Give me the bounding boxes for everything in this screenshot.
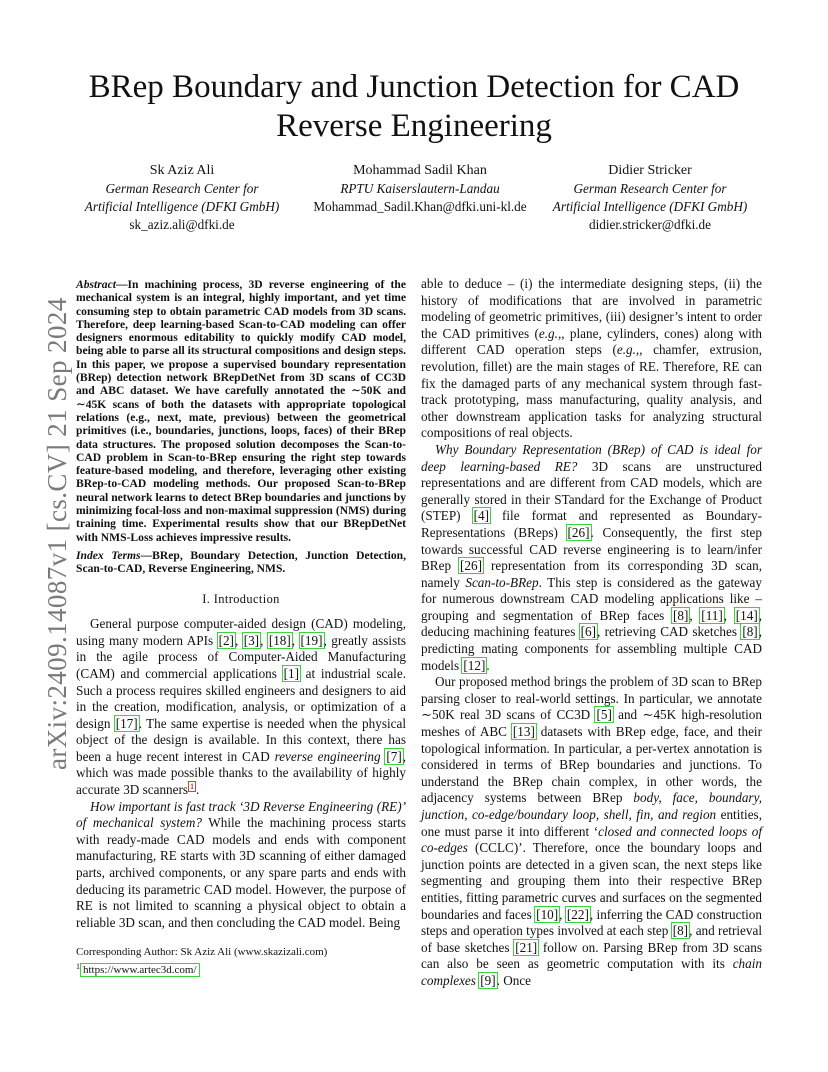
section-heading: I. Introduction bbox=[202, 591, 280, 606]
citation-link[interactable]: [8] bbox=[672, 607, 689, 623]
index-terms-label: Index Terms bbox=[76, 548, 141, 562]
citation-link[interactable]: [5] bbox=[596, 707, 612, 723]
author-affiliation: German Research Center for bbox=[105, 181, 259, 196]
author-block bbox=[70, 162, 770, 232]
author-email[interactable]: sk_aziz.ali@dfki.de bbox=[129, 217, 235, 232]
footnote-author: Corresponding Author: Sk Aziz Ali (www.skazizali.com) bbox=[76, 946, 328, 958]
author-1 bbox=[68, 162, 296, 234]
author-email[interactable]: didier.stricker@dfki.de bbox=[588, 217, 711, 232]
paragraph: able to deduce – (i) the intermediate designing steps, (ii) the history of modifications that are involved in parametric modeling of geometric primitives, (iii) designer’s intent to order the CAD primitives (e.g.,, plane, cylinders, cones) along with different CAD operation steps (e.g.,, chamfer, extrusion, revolution, fillet) are the main stages of RE. Therefore, RE can fix the damaged parts of any mechanical system through fast-track prototyping, mass manufacturing, quality analysis, and other downstream application tasks for analyzing structural compositions of real objects. bbox=[421, 276, 763, 441]
arxiv-identifier[interactable]: arXiv:2409.14087v1 [cs.CV] 21 Sep 2024 bbox=[42, 297, 72, 770]
abstract-label: Abstract bbox=[76, 278, 116, 291]
citation-link[interactable]: [6] bbox=[580, 624, 597, 640]
citation-link[interactable]: [9] bbox=[480, 972, 496, 988]
arxiv-sidebar bbox=[22, 290, 72, 770]
citation-link[interactable]: [12] bbox=[463, 657, 486, 673]
paragraph: General purpose computer-aided design (CAD) modeling, using many modern APIs [2], [3], [18], [19], greatly assists in the agile process of Computer-Aided Manufacturing (CAM) and commercial applications [1] at industrial scale. Such a process requires skilled engineers and designers to aid in the creation, modification, analysis, or optimization of a design [17]. The same expertise is needed when the physical object of the design is available. In this context, there has been a huge recent interest in CAD reverse engineering [7], which was made possible thanks to the availability of highly accurate 3D scanners $^1$ . bbox=[76, 616, 407, 798]
citation-link[interactable]: [7] bbox=[386, 748, 402, 764]
left-column bbox=[76, 278, 406, 931]
footnote-1 bbox=[76, 960, 416, 978]
citation-link[interactable]: [10] bbox=[536, 906, 559, 922]
citation-link[interactable]: [8] bbox=[672, 923, 689, 939]
citation-link[interactable]: [14] bbox=[735, 607, 758, 623]
citation-link[interactable]: [2] bbox=[218, 632, 234, 648]
citation-link[interactable]: [8] bbox=[742, 624, 758, 640]
author-name: Didier Stricker bbox=[608, 163, 692, 178]
paragraph: Our proposed method brings the problem of 3D scan to BRep parsing closer to real-world settings. In particular, we annotate ∼50K real 3D scans of CC3D [5] and ∼45K high-resolution meshes of ABC [13] datasets with BRep edge, face, and their topological information. In particular, a per-vertex annotation is considered in terms of BRep boundaries and junctions. To understand the BRep chain complex, in other words, the adjacency systems between BRep body, face, boundary, junction, co-edge/boundary loop, shell, fin, and region entities, one must parse it into different ‘closed and connected loops of co-edges (CCLC)’. Therefore, once the boundary loops and junction points are detected in a given scan, the next steps like segmenting and grouping them into their respective BRep entities, fitting parametric curves and surfaces on the segmented boundaries and faces [10], [22], inferring the CAD construction steps and operation types involved at each step [8], and retrieval of base sketches [21] follow on. Parsing BRep from 3D scans can also be seen as geometric computation with its chain complexes [9]. Once bbox=[421, 674, 762, 988]
author-affiliation: Artificial Intelligence (DFKI GmbH) bbox=[84, 199, 280, 214]
index-terms bbox=[76, 549, 406, 576]
right-column bbox=[421, 276, 762, 990]
author-name: Mohammad Sadil Khan bbox=[353, 163, 487, 178]
author-affiliation: RPTU Kaiserslautern-Landau bbox=[340, 181, 500, 196]
author-affiliation: German Research Center for bbox=[573, 181, 727, 196]
citation-link[interactable]: [26] bbox=[460, 558, 483, 574]
footnote-url-link[interactable]: https://www.artec3d.com/ bbox=[80, 963, 200, 977]
citation-link[interactable]: [26] bbox=[567, 524, 590, 540]
footnote-marker[interactable]: 1 bbox=[190, 781, 195, 791]
author-name: Sk Aziz Ali bbox=[149, 163, 215, 178]
citation-link[interactable]: [11] bbox=[701, 607, 723, 623]
abstract bbox=[76, 278, 406, 544]
citation-link[interactable]: [3] bbox=[243, 632, 260, 648]
index-terms-text: —BRep, Boundary Detection, Junction Detection, Scan-to-CAD, Reverse Engineering, NMS. bbox=[76, 548, 406, 576]
citation-link[interactable]: [22] bbox=[566, 906, 589, 922]
paragraph: How important is fast track ‘3D Reverse Engineering (RE)’ of mechanical system? While the machining process starts with ready-made CAD models and ends with component manufacturing, RE starts with 3D scanning of either damaged parts, archived components, or any spare parts and ends with deducing its parametric CAD model. However, the purpose of RE is not limited to scanning a physical object to obtain a reliable 3D scan, and then concluding the CAD model. Being bbox=[76, 798, 406, 930]
citation-link[interactable]: [4] bbox=[473, 508, 489, 524]
paper-title: BRep Boundary and Junction Detection for CAD Reverse Engineering bbox=[88, 69, 740, 144]
footnotes bbox=[76, 946, 416, 978]
citation-link[interactable]: [17] bbox=[115, 715, 138, 731]
author-3 bbox=[536, 162, 764, 234]
author-email[interactable]: Mohammad_Sadil.Khan@dfki.uni-kl.de bbox=[313, 199, 527, 214]
abstract-text: —In machining process, 3D reverse engineering of the mechanical system is an integral, highly important, and yet time consuming step to obtain parametric CAD models from 3D scans. Therefore, deep learning-based Scan-to-CAD modeling can offer designers enormous editability to quickly modify CAD model, being able to parse all its structural compositions and design steps. In this paper, we propose a supervised boundary representation (BRep) detection network BRepDetNet from 3D scans of CC3D and ABC dataset. We have carefully annotated the ∼50K and ∼45K scans of both the datasets with appropriate topological relations (e.g., next, mate, previous) between the geometrical primitives (i.e., boundaries, junctions, loops, faces) of their BRep data structures. The proposed solution decomposes the Scan-to-CAD problem in Scan-to-BRep ensuring the right step towards feature-based modeling, and therefore, leveraging other existing BRep-to-CAD modeling methods. Our proposed Scan-to-BRep neural network learns to detect BRep boundaries and junctions by minimizing focal-loss and non-maximal suppression (NMS) during training time. Experimental results show that our BRepDetNet with NMS-Loss achieves impressive results. bbox=[76, 278, 406, 544]
citation-link[interactable]: [19] bbox=[300, 632, 323, 648]
citation-link[interactable]: [13] bbox=[512, 724, 535, 740]
citation-link[interactable]: [1] bbox=[283, 665, 299, 681]
author-2 bbox=[290, 162, 550, 216]
citation-link[interactable]: [18] bbox=[268, 632, 291, 648]
citation-link[interactable]: [21] bbox=[515, 939, 538, 955]
author-affiliation: Artificial Intelligence (DFKI GmbH) bbox=[552, 199, 748, 214]
paragraph: Why Boundary Representation (BRep) of CAD is ideal for deep learning-based RE? 3D scans are unstructured representations and are different from CAD models, which are generally stored in their STandard for the Exchange of Product (STEP) [4] file format and represented as Boundary-Representations (BReps) [26]. Consequently, the first step towards successful CAD reverse engineering is to learn/infer BRep [26] representation from its corresponding 3D scan, namely Scan-to-BRep. This step is considered as the gateway for numerous downstream CAD modeling applications like – grouping and segmentation of BRep faces [8], [11], [14], deducing machining features [6], retrieving CAD sketches [8], predicting mating components for assembling multiple CAD models [12]. bbox=[421, 441, 763, 673]
footnote-number: 1 bbox=[76, 961, 80, 971]
